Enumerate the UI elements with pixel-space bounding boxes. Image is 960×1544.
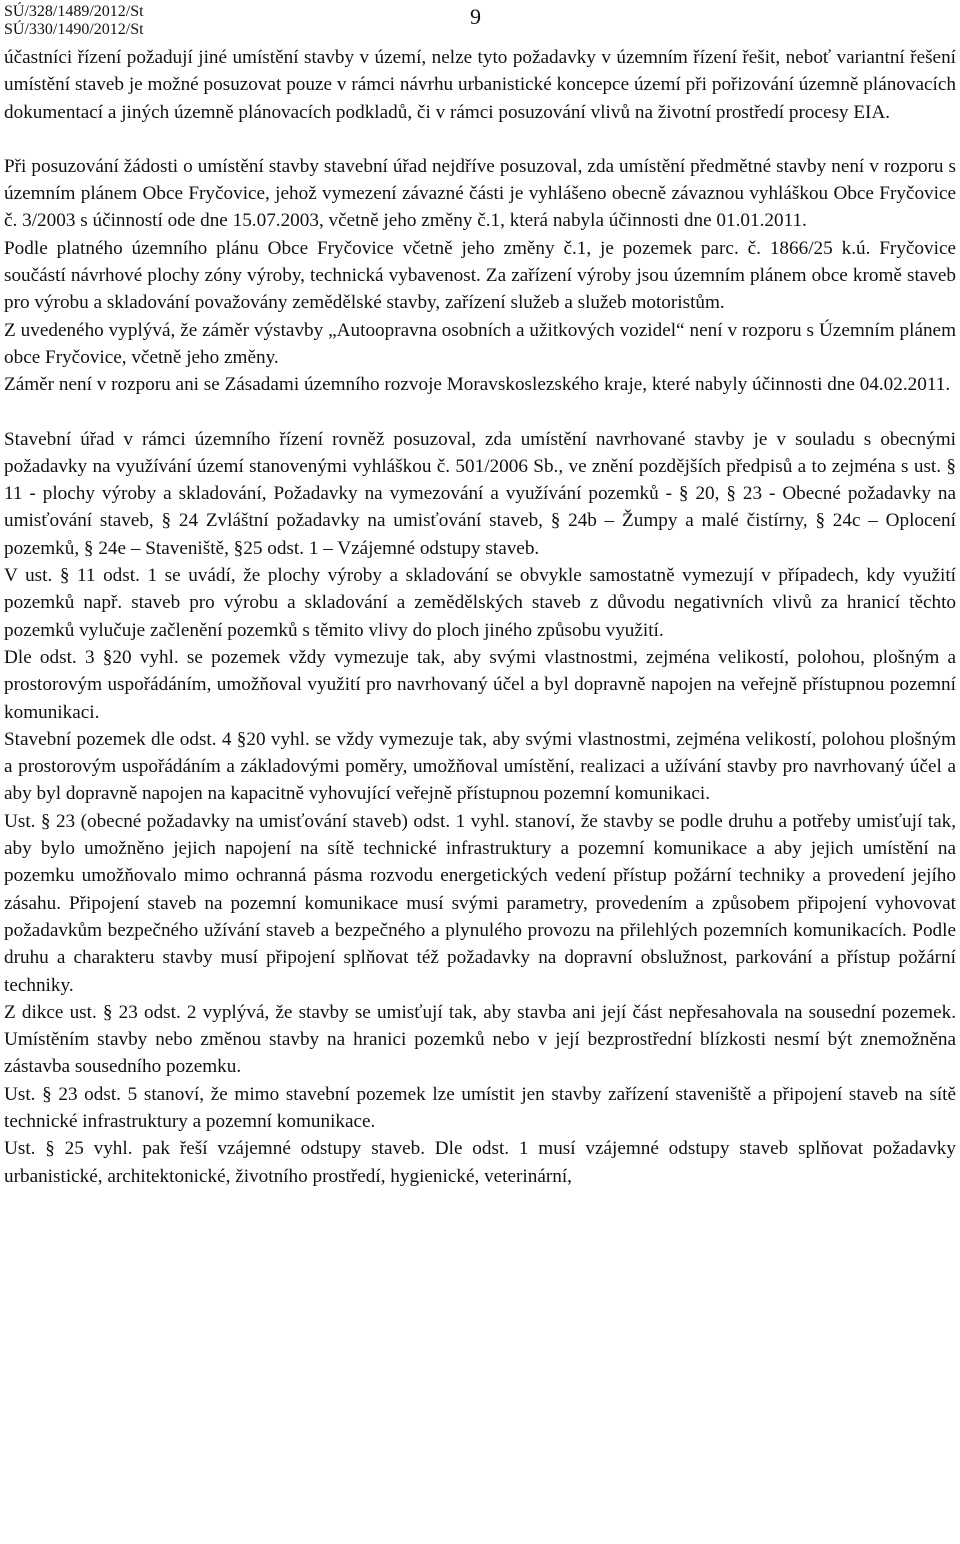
paragraph: Záměr není v rozporu ani se Zásadami územního rozvoje Moravskoslezského kraje, které nabyly účinnosti dne 04.02.2011. <box>4 374 951 396</box>
paragraph: V ust. § 11 odst. 1 se uvádí, že plochy výroby a skladování se obvykle samostatně vymezují v případech, kdy využití pozemků např. staveb pro výrobu a skladování a zemědělských staveb z důvodu negativních vlivů za hranicí těchto pozemků vylučuje začlenění pozemků s těmito vlivy do ploch jiného způsobu využití. <box>4 565 956 641</box>
page-number: 9 <box>470 4 481 29</box>
paragraph: Při posuzování žádosti o umístění stavby stavební úřad nejdříve posuzoval, zda umístění předmětné stavby není v rozporu s územním plánem Obce Fryčovice, jehož vymezení závazné části je vyhlášeno obecně závaznou vyhláškou Obce Fryčovice č. 3/2003 s účinností ode dne 15.07.2003, včetně jeho změny č.1, která nabyla účinnosti dne 01.01.2011. <box>4 155 956 232</box>
paragraph: Stavební pozemek dle odst. 4 §20 vyhl. se vždy vymezuje tak, aby svými vlastnostmi, zejména velikostí, polohou plošným a prostorovým uspořádáním a základovými poměry, umožňoval umístění, realizaci a užívání stavby pro navrhovaný účel a aby byl dopravně napojen na kapacitně vyhovující veřejně přístupnou pozemní komunikaci. <box>4 728 956 805</box>
paragraph: Ust. § 23 (obecné požadavky na umisťování staveb) odst. 1 vyhl. stanoví, že stavby se podle druhu a potřeby umisťují tak, aby bylo umožněno jejich napojení na sítě technické infrastruktury a pozemní komunikace a aby jejich umístění na pozemku umožňovalo mimo ochranná pásma rozvodu energetických vedení přístup požární techniky a provedení jejího zásahu. Připojení staveb na pozemní komunikace musí svými parametry, provedením a způsobem připojení vyhovovat požadavkům bezpečného užívání staveb a bezpečného a plynulého provozu na přilehlých pozemních komunikacích. Podle druhu a charakteru stavby musí připojení splňovat též požadavky na dopravní obslužnost, parkování a přístup požární techniky. <box>4 810 956 996</box>
paragraph: Ust. § 25 vyhl. pak řeší vzájemné odstupy staveb. Dle odst. 1 musí vzájemné odstupy staveb splňovat požadavky urbanistické, architektonické, životního prostředí, hygienické, veterinární, <box>4 1138 956 1187</box>
paragraph: Dle odst. 3 §20 vyhl. se pozemek vždy vymezuje tak, aby svými vlastnostmi, zejména velikostí, polohou, plošným a prostorovým uspořádáním, umožňoval využití pro navrhovaný účel a byl dopravně napojen na veřejně přístupnou pozemní komunikaci. <box>4 646 956 723</box>
paragraph: Ust. § 23 odst. 5 stanoví, že mimo stavební pozemek lze umístit jen stavby zařízení staveniště a připojení staveb na sítě technické infrastruktury a pozemní komunikace. <box>4 1083 956 1132</box>
paragraph: Z dikce ust. § 23 odst. 2 vyplývá, že stavby se umisťují tak, aby stavba ani její část nepřesahovala na sousední pozemek. Umístěním stavby nebo změnou stavby na hranici pozemků nebo v její bezprostřední blízkosti nesmí být znemožněna zástavba sousedního pozemku. <box>4 1001 956 1078</box>
paragraph-continuation: účastníci řízení požadují jiné umístění stavby v území, nelze tyto požadavky v územním řízení řešit, neboť variantní řešení umístění staveb je možné posuzovat pouze v rámci návrhu urbanistické koncepce území při pořizování územně plánovacích dokumentací a jiných územně plánovacích podkladů, či v rámci posuzování vlivů na životní prostředí procesy EIA. <box>4 47 956 123</box>
paragraph: Z uvedeného vyplývá, že záměr výstavby „Autoopravna osobních a užitkových vozidel“ není v rozporu s Územním plánem obce Fryčovice, včetně jeho změny. <box>4 319 956 368</box>
document-body <box>4 44 956 1190</box>
document-reference-2: SÚ/330/1490/2012/St <box>4 21 144 38</box>
document-reference-1: SÚ/328/1489/2012/St <box>4 3 144 20</box>
paragraph: Stavební úřad v rámci územního řízení rovněž posuzoval, zda umístění navrhované stavby je v souladu s obecnými požadavky na využívání území stanovenými vyhláškou č. 501/2006 Sb., ve znění pozdějších předpisů a to zejména s ust. § 11 - plochy výroby a skladování, Požadavky na vymezování a využívání pozemků - § 20, § 23 - Obecné požadavky na umisťování staveb, § 24 Zvláštní požadavky na umisťování staveb, § 24b – Žumpy a malé čistírny, § 24c – Oplocení pozemků, § 24e – Staveniště, §25 odst. 1 – Vzájemné odstupy staveb. <box>4 428 956 559</box>
paragraph: Podle platného územního plánu Obce Fryčovice včetně jeho změny č.1, je pozemek parc. č. 1866/25 k.ú. Fryčovice součástí návrhové plochy zóny výroby, technická vybavenost. Za zařízení výroby jsou územním plánem obce kromě staveb pro výrobu a skladování považovány zemědělské stavby, zařízení služeb a služeb motoristům. <box>4 237 956 314</box>
